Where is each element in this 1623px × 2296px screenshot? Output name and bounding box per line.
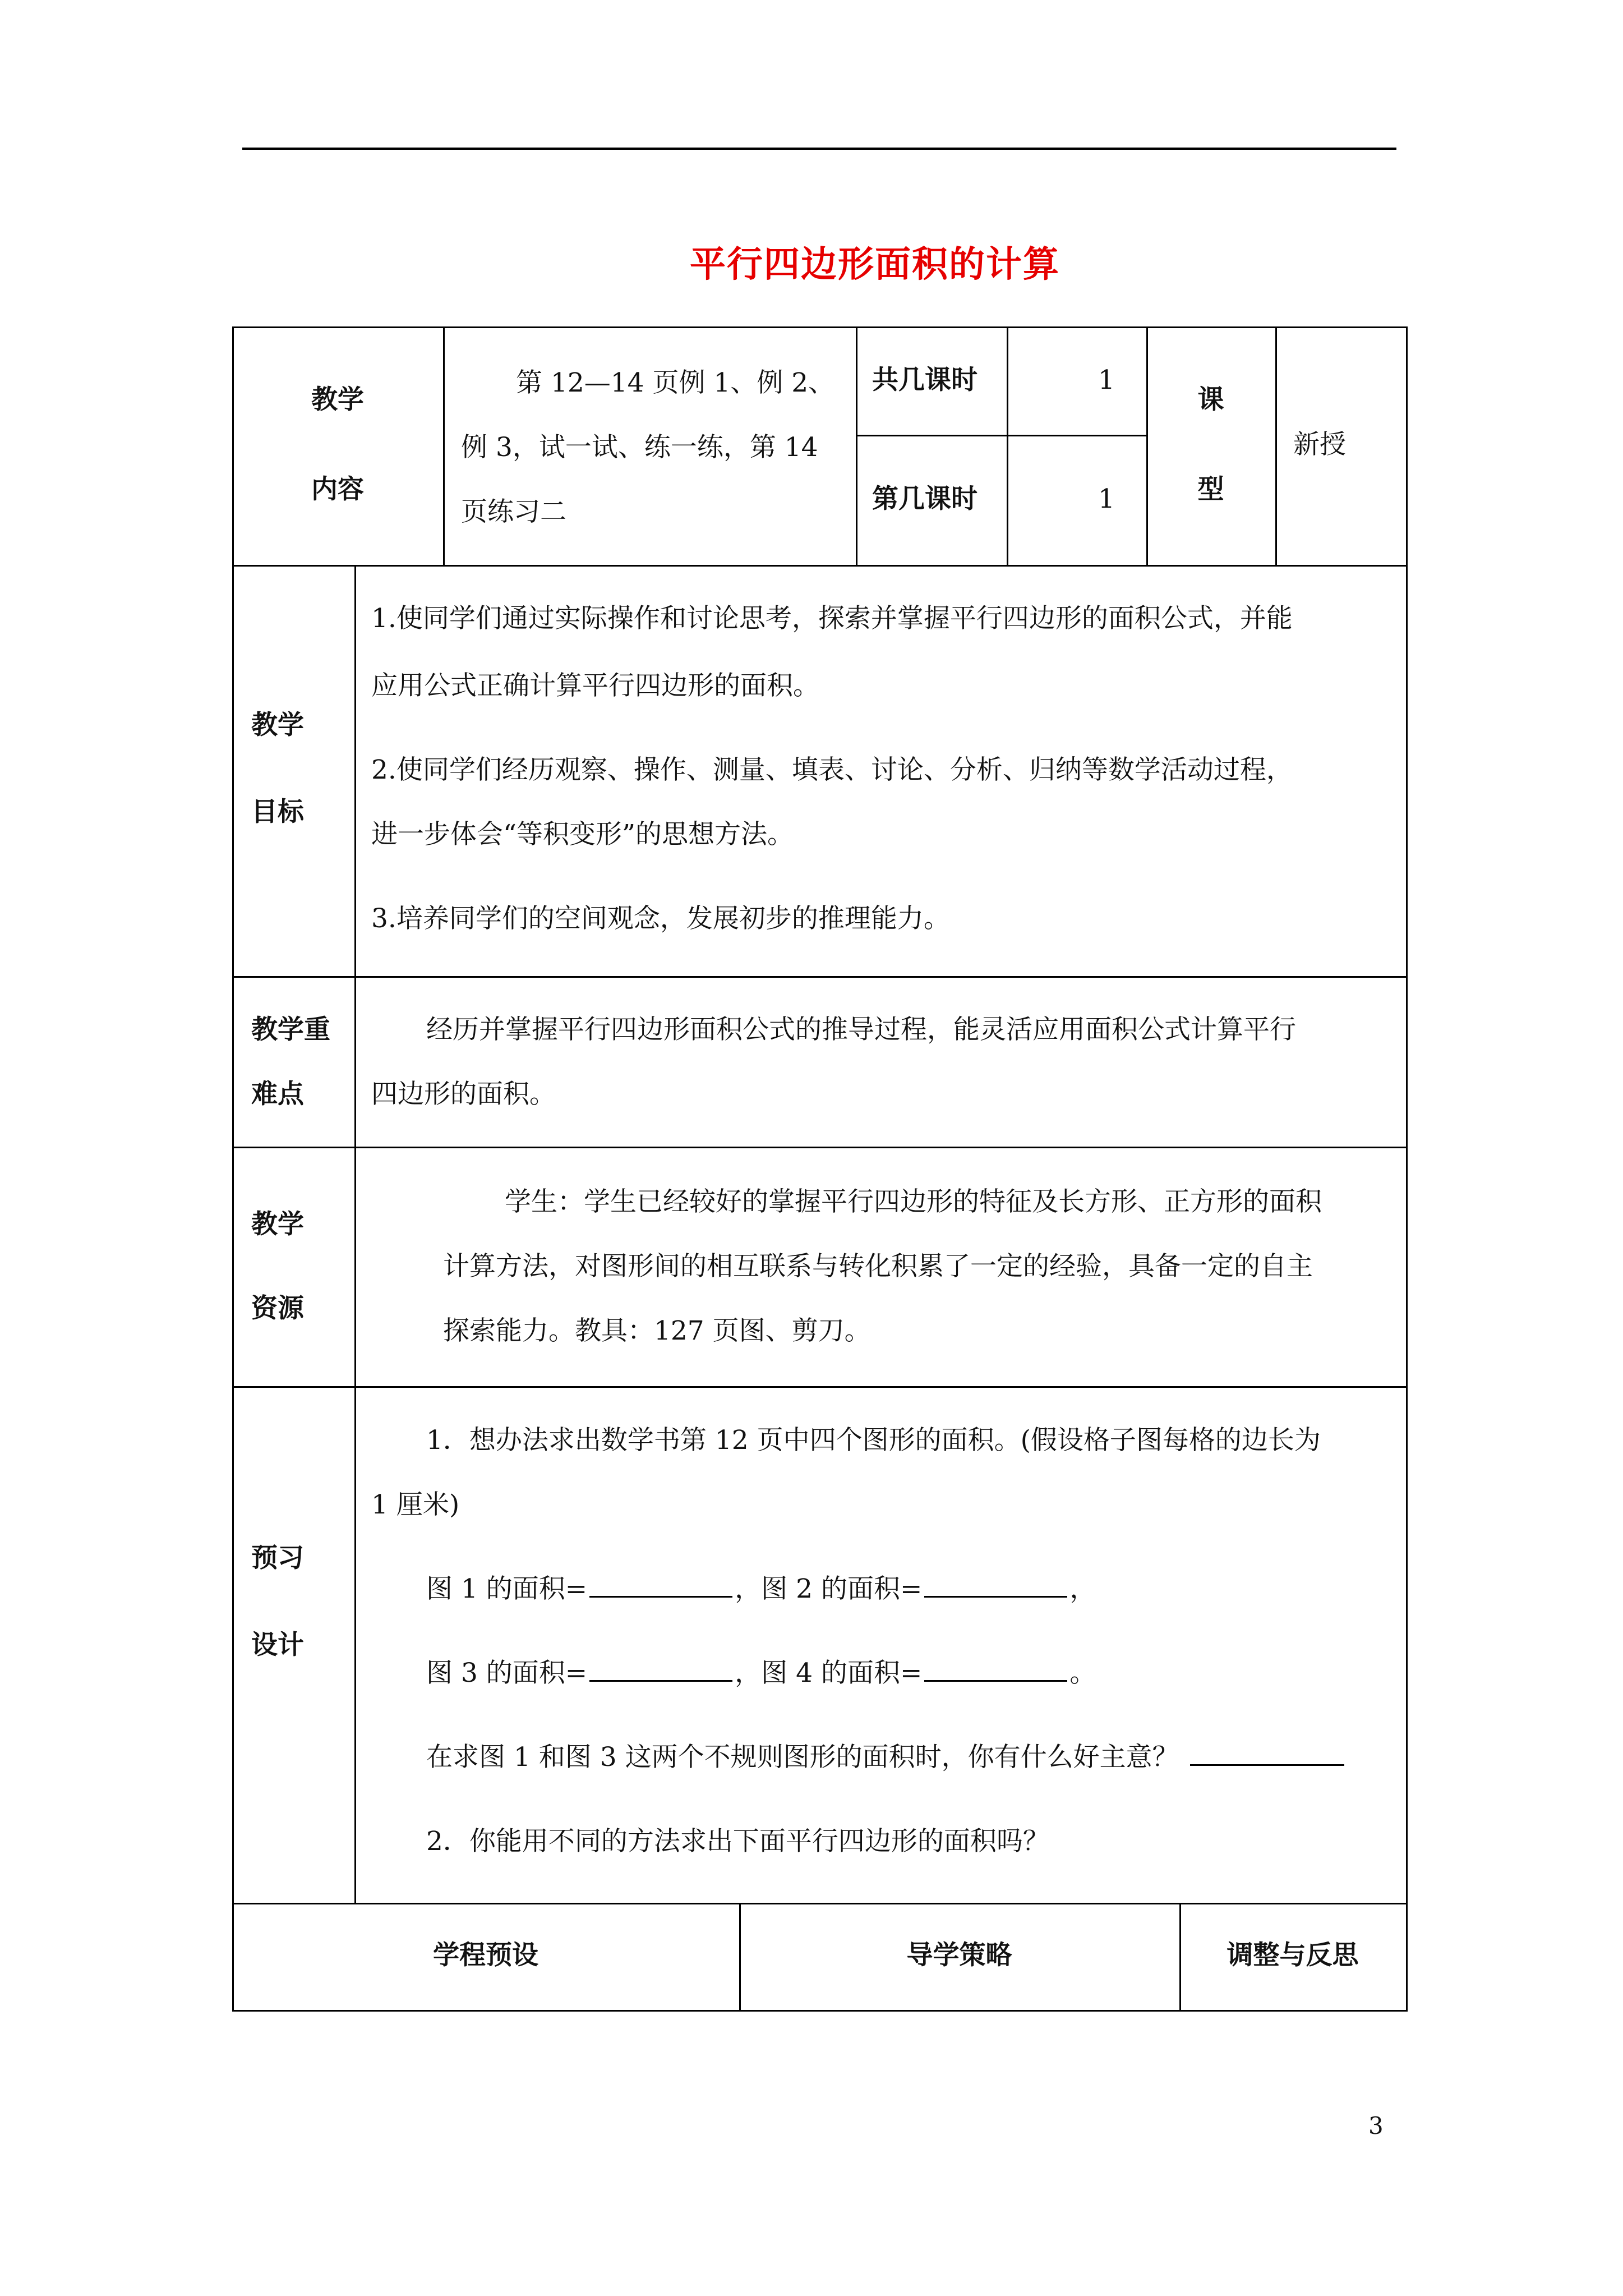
preview-label: 设计 bbox=[251, 1630, 304, 1660]
preview-label: 预习 bbox=[251, 1543, 304, 1573]
lesson-type-label: 课 bbox=[1197, 384, 1224, 415]
table-divider-vertical bbox=[443, 326, 445, 566]
guidance-strategy-header: 导学策略 bbox=[906, 1940, 1012, 1971]
table-divider bbox=[232, 1147, 1408, 1148]
total-hours-label: 共几课时 bbox=[872, 365, 978, 395]
objective-item: 3.培养同学们的空间观念，发展初步的推理能力。 bbox=[371, 903, 950, 934]
key-points-text: 四边形的面积。 bbox=[371, 1079, 556, 1110]
key-points-label: 教学重 bbox=[251, 1014, 330, 1045]
total-hours-value: 1 bbox=[1098, 365, 1115, 395]
header-rule bbox=[242, 148, 1396, 150]
preview-question-1: 1．想办法求出数学书第 12 页中四个图形的面积。(假设格子图每格的边长为 bbox=[426, 1425, 1321, 1456]
objective-item: 应用公式正确计算平行四边形的面积。 bbox=[371, 670, 819, 701]
figure-4-area-label: ，图 4 的面积= bbox=[735, 1658, 923, 1688]
lesson-type-value: 新授 bbox=[1293, 429, 1346, 460]
idea-question-text: 在求图 1 和图 3 这两个不规则图形的面积时，你有什么好主意？ bbox=[426, 1742, 1179, 1773]
punctuation: ， bbox=[1069, 1573, 1096, 1604]
figure-2-area-blank[interactable] bbox=[924, 1573, 1067, 1598]
punctuation: 。 bbox=[1069, 1658, 1096, 1688]
teaching-content-text: 页练习二 bbox=[461, 496, 566, 527]
table-border-bottom bbox=[232, 2010, 1408, 2012]
figure-1-area-blank[interactable] bbox=[589, 1573, 732, 1598]
resources-text: 计算方法，对图形间的相互联系与转化积累了一定的经验，具备一定的自主 bbox=[443, 1251, 1313, 1282]
figure-1-area-label: 图 1 的面积= bbox=[426, 1573, 588, 1604]
objective-item: 进一步体会“等积变形”的思想方法。 bbox=[371, 819, 794, 850]
table-divider bbox=[232, 565, 1408, 567]
teaching-content-text: 第 12—14 页例 1、例 2、 bbox=[516, 367, 835, 398]
resources-text: 探索能力。教具：127 页图、剪刀。 bbox=[443, 1315, 871, 1346]
key-points-label: 难点 bbox=[251, 1079, 304, 1110]
table-border-top bbox=[232, 326, 1408, 328]
table-divider-vertical bbox=[1007, 326, 1008, 566]
table-divider bbox=[232, 976, 1408, 978]
figure-3-area-blank[interactable] bbox=[589, 1658, 732, 1682]
table-divider bbox=[232, 1386, 1408, 1388]
teaching-content-text: 例 3，试一试、练一练，第 14 bbox=[461, 432, 818, 463]
figure-4-area-blank[interactable] bbox=[924, 1658, 1067, 1682]
preview-question-1: 1 厘米) bbox=[371, 1489, 460, 1520]
figure-2-area-label: ，图 2 的面积= bbox=[735, 1573, 923, 1604]
resources-text: 学生：学生已经较好的掌握平行四边形的特征及长方形、正方形的面积 bbox=[505, 1186, 1322, 1217]
adjustment-reflection-header: 调整与反思 bbox=[1227, 1940, 1359, 1971]
area-fill-line-2 bbox=[426, 1658, 1096, 1689]
teaching-content-label: 内容 bbox=[311, 474, 364, 505]
table-border-left bbox=[232, 326, 234, 2011]
resources-label: 资源 bbox=[251, 1293, 304, 1324]
objectives-label: 目标 bbox=[251, 797, 304, 827]
table-divider-vertical bbox=[1275, 326, 1277, 566]
table-divider-vertical bbox=[856, 326, 857, 566]
table-divider bbox=[232, 1903, 1408, 1904]
table-divider-vertical bbox=[1146, 326, 1148, 566]
which-hour-label: 第几课时 bbox=[872, 484, 978, 514]
objectives-label: 教学 bbox=[251, 710, 304, 740]
page-number: 3 bbox=[1368, 2112, 1384, 2139]
table-border-right bbox=[1406, 326, 1408, 2011]
lesson-type-label: 型 bbox=[1197, 474, 1224, 505]
resources-label: 教学 bbox=[251, 1209, 304, 1240]
table-divider-hours bbox=[856, 435, 1146, 436]
teaching-content-label: 教学 bbox=[311, 384, 364, 415]
objective-item: 1.使同学们通过实际操作和讨论思考，探索并掌握平行四边形的面积公式，并能 bbox=[371, 603, 1293, 634]
table-divider-vertical bbox=[354, 565, 356, 1904]
learning-process-header: 学程预设 bbox=[433, 1940, 538, 1971]
preview-question-2: 2．你能用不同的方法求出下面平行四边形的面积吗？ bbox=[426, 1826, 1049, 1857]
which-hour-value: 1 bbox=[1098, 484, 1115, 514]
preview-question-idea bbox=[426, 1742, 1344, 1773]
document-title: 平行四边形面积的计算 bbox=[690, 244, 1060, 286]
idea-answer-blank[interactable] bbox=[1190, 1742, 1344, 1766]
area-fill-line-1 bbox=[426, 1573, 1096, 1605]
objective-item: 2.使同学们经历观察、操作、测量、填表、讨论、分析、归纳等数学活动过程， bbox=[371, 754, 1293, 785]
figure-3-area-label: 图 3 的面积= bbox=[426, 1658, 588, 1688]
key-points-text: 经历并掌握平行四边形面积公式的推导过程，能灵活应用面积公式计算平行 bbox=[426, 1014, 1296, 1045]
